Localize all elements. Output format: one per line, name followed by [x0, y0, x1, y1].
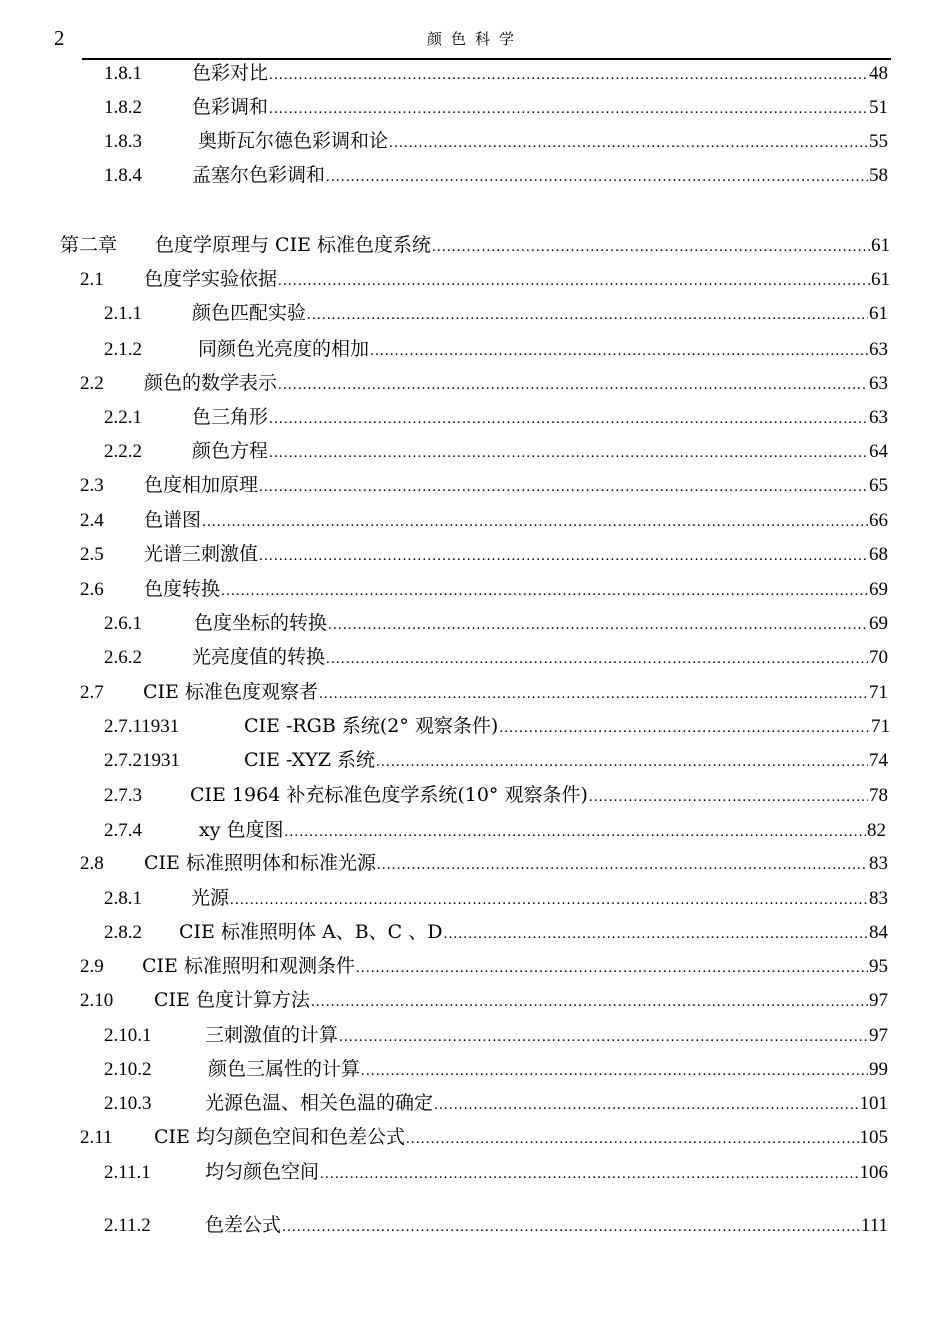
toc-entry[interactable]	[104, 917, 888, 941]
page-number: 2	[54, 26, 65, 50]
toc-leader	[311, 989, 868, 1009]
toc-number: 2.1	[80, 269, 104, 290]
toc-entry[interactable]	[80, 1122, 888, 1146]
toc-title: 奥斯瓦尔德色彩调和论	[198, 130, 389, 152]
toc-title: CIE 色度计算方法	[154, 989, 310, 1011]
toc-leader	[285, 819, 867, 839]
toc-number: 2.5	[80, 544, 104, 565]
toc-leader	[376, 749, 868, 769]
toc-title: 光亮度值的转换	[192, 646, 326, 668]
toc-page: 83	[869, 888, 888, 909]
toc-page: 101	[859, 1093, 888, 1114]
toc-entry[interactable]	[104, 1020, 888, 1044]
toc-number: 1.8.2	[104, 97, 142, 118]
toc-title: 色度转换	[144, 578, 221, 600]
toc-page: 63	[869, 373, 888, 394]
toc-page: 61	[871, 269, 890, 290]
toc-number: 2.4	[80, 510, 104, 531]
toc-number: 2.11.1	[104, 1162, 151, 1183]
toc-title: CIE 1964 补充标准色度学系统(10° 观察条件)	[190, 784, 588, 806]
toc-number: 2.10	[80, 990, 114, 1011]
toc-leader	[319, 681, 868, 701]
toc-leader	[320, 1161, 858, 1181]
toc-number: 2.1.2	[104, 339, 142, 360]
toc-page: 69	[869, 579, 888, 600]
toc-page: 99	[869, 1059, 888, 1080]
toc-page: 65	[869, 475, 888, 496]
toc-page: 105	[859, 1127, 888, 1148]
toc-entry[interactable]	[80, 368, 888, 392]
toc-title: 色度坐标的转换	[194, 612, 328, 634]
toc-page: 64	[869, 441, 888, 462]
toc-leader	[432, 234, 870, 254]
toc-entry[interactable]	[80, 848, 888, 872]
toc-title: 均匀颜色空间	[205, 1161, 320, 1183]
running-title: 颜色科学	[426, 30, 523, 48]
toc-title: CIE -RGB 系统(2° 观察条件)	[244, 715, 499, 737]
toc-number: 2.7.3	[104, 785, 142, 806]
toc-entry[interactable]	[60, 230, 890, 254]
toc-leader	[589, 784, 868, 804]
toc-number: 2.8	[80, 853, 104, 874]
toc-entry[interactable]	[104, 608, 888, 632]
toc-page: 82	[867, 820, 886, 841]
toc-page: 83	[869, 853, 888, 874]
toc-entry[interactable]	[104, 436, 888, 460]
toc-title: CIE 标准照明和观测条件	[142, 955, 355, 977]
toc-title: 孟塞尔色彩调和	[192, 164, 326, 186]
toc-leader	[434, 1092, 858, 1112]
toc-title: 色度学实验依据	[144, 268, 278, 290]
toc-title: CIE 标准照明体 A、B、C 、D	[179, 921, 443, 943]
toc-leader	[361, 1058, 868, 1078]
toc-entry[interactable]	[104, 298, 888, 322]
toc-leader	[269, 440, 868, 460]
toc-title: CIE -XYZ 系统	[244, 749, 376, 771]
toc-page: 66	[869, 510, 888, 531]
toc-title: 颜色的数学表示	[144, 372, 278, 394]
toc-number: 2.3	[80, 475, 104, 496]
toc-number: 2.10.2	[104, 1059, 152, 1080]
toc-page: 69	[869, 613, 888, 634]
toc-entry[interactable]	[104, 1054, 888, 1078]
toc-title: 颜色匹配实验	[192, 302, 307, 324]
toc-number: 2.10.3	[104, 1093, 152, 1114]
toc-leader	[282, 1214, 860, 1234]
toc-page: 97	[869, 1025, 888, 1046]
toc-number: 2.8.1	[104, 888, 142, 909]
toc-leader	[377, 852, 868, 872]
toc-title: 色彩调和	[192, 96, 269, 118]
toc-number: 2.1.1	[104, 303, 142, 324]
toc-title: 色度学原理与 CIE 标准色度系统	[155, 234, 431, 256]
toc-title: CIE 均匀颜色空间和色差公式	[154, 1126, 405, 1148]
toc-number: 1.8.3	[104, 131, 142, 152]
toc-title: CIE 标准色度观察者	[143, 681, 318, 703]
toc-entry[interactable]	[104, 1157, 888, 1181]
toc-title: 色彩对比	[192, 62, 269, 84]
toc-leader	[259, 474, 868, 494]
toc-title: 色三角形	[192, 406, 269, 428]
toc-title: 色度相加原理	[144, 474, 259, 496]
toc-page: 84	[869, 922, 888, 943]
toc-title: 色谱图	[144, 509, 202, 531]
toc-page: 71	[871, 716, 890, 737]
toc-number: 2.7.11931	[104, 716, 180, 737]
toc-entry[interactable]	[80, 505, 888, 529]
toc-leader	[278, 372, 868, 392]
toc-page: 111	[860, 1215, 888, 1236]
toc-leader	[202, 509, 868, 529]
toc-title: 光谱三刺激值	[144, 543, 259, 565]
toc-entry[interactable]	[80, 470, 888, 494]
toc-entry[interactable]	[104, 1088, 888, 1112]
toc-number: 2.11	[80, 1127, 113, 1148]
toc-entry[interactable]	[80, 264, 890, 288]
toc-number: 2.7.21931	[104, 750, 180, 771]
toc-entry[interactable]	[80, 539, 888, 563]
toc-page: 61	[871, 235, 890, 256]
toc-leader	[339, 1024, 868, 1044]
toc-entry[interactable]	[104, 402, 888, 426]
toc-entry[interactable]	[104, 58, 888, 82]
toc-entry[interactable]	[104, 642, 888, 666]
toc-entry[interactable]	[104, 780, 888, 804]
toc-number: 2.7	[80, 682, 104, 703]
toc-number: 2.2.2	[104, 441, 142, 462]
toc-number: 2.10.1	[104, 1025, 152, 1046]
toc-leader	[278, 268, 870, 288]
toc-page: 78	[869, 785, 888, 806]
toc-number: 2.6.2	[104, 647, 142, 668]
toc-leader	[221, 578, 868, 598]
toc-leader	[230, 887, 868, 907]
toc-title: 颜色三属性的计算	[208, 1058, 361, 1080]
toc-number: 2.6	[80, 579, 104, 600]
toc-leader	[269, 406, 868, 426]
toc-page: 97	[869, 990, 888, 1011]
toc-number: 2.2.1	[104, 407, 142, 428]
toc-page: 106	[859, 1162, 888, 1183]
toc-leader	[444, 921, 869, 941]
toc-number: 2.9	[80, 956, 104, 977]
toc-leader	[326, 646, 868, 666]
toc-entry[interactable]	[80, 951, 888, 975]
toc-title: 光源色温、相关色温的确定	[205, 1092, 434, 1114]
toc-entry[interactable]	[80, 677, 888, 701]
toc-page: 55	[869, 131, 888, 152]
toc-leader	[356, 955, 868, 975]
toc-leader	[328, 612, 868, 632]
toc-title: 同颜色光亮度的相加	[198, 338, 370, 360]
toc-page: 61	[869, 303, 888, 324]
toc-entry[interactable]	[80, 985, 888, 1009]
toc-title: 三刺激值的计算	[205, 1024, 339, 1046]
toc-entry[interactable]	[104, 1210, 888, 1234]
toc-leader	[307, 302, 868, 322]
toc-page: 95	[869, 956, 888, 977]
toc-leader	[269, 62, 868, 82]
toc-entry[interactable]	[104, 711, 890, 735]
toc-title: CIE 标准照明体和标准光源	[144, 852, 376, 874]
toc-number: 第二章	[60, 234, 118, 256]
toc-leader	[406, 1126, 859, 1146]
toc-page: 71	[869, 682, 888, 703]
toc-leader	[259, 543, 868, 563]
toc-page: 70	[869, 647, 888, 668]
toc-entry[interactable]	[80, 574, 888, 598]
toc-number: 2.8.2	[104, 922, 142, 943]
toc-entry[interactable]	[104, 883, 888, 907]
toc-page: 51	[869, 97, 888, 118]
toc-page: 58	[869, 165, 888, 186]
toc-title: 光源	[191, 887, 230, 909]
toc-entry[interactable]	[104, 160, 888, 184]
toc-title: xy 色度图	[199, 819, 284, 841]
toc-title: 颜色方程	[192, 440, 269, 462]
toc-leader	[370, 338, 868, 358]
toc-number: 2.2	[80, 373, 104, 394]
toc-page: 74	[869, 750, 888, 771]
toc-entry[interactable]	[104, 126, 888, 150]
toc-leader	[499, 715, 870, 735]
toc-page: 68	[869, 544, 888, 565]
toc-number: 2.7.4	[104, 820, 142, 841]
toc-number: 2.11.2	[104, 1215, 151, 1236]
toc-entry[interactable]	[104, 92, 888, 116]
toc-page: 63	[869, 407, 888, 428]
toc-leader	[269, 96, 868, 116]
toc-number: 1.8.1	[104, 63, 142, 84]
toc-entry[interactable]	[104, 815, 886, 839]
toc-number: 1.8.4	[104, 165, 142, 186]
toc-number: 2.6.1	[104, 613, 142, 634]
toc-page: 48	[869, 63, 888, 84]
toc-entry[interactable]	[104, 745, 888, 769]
toc-leader	[389, 130, 868, 150]
toc-leader	[326, 164, 868, 184]
toc-entry[interactable]	[104, 334, 888, 358]
toc-page: 63	[869, 339, 888, 360]
toc-title: 色差公式	[205, 1214, 282, 1236]
